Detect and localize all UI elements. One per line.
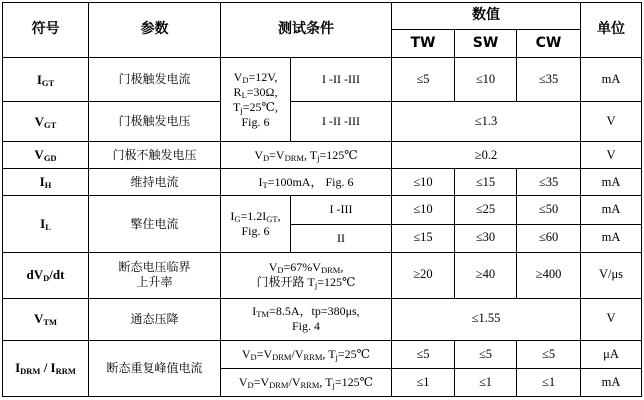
table-row bbox=[3, 340, 642, 368]
table-row bbox=[3, 102, 642, 142]
idrm-125c-tw: ≤1 bbox=[392, 368, 455, 396]
il-q1-unit: mA bbox=[581, 196, 642, 224]
quadrant-il-1: I -III bbox=[291, 196, 392, 224]
condition-idrm-125c: $V_D=V_{DRM}/V_{RRM}$, $T_j=125℃$ bbox=[221, 368, 392, 396]
il-q2-sw: ≤30 bbox=[455, 224, 517, 252]
dvdt-cw: ≥400 bbox=[517, 252, 581, 298]
vgt-unit: V bbox=[581, 102, 642, 142]
table-row bbox=[3, 196, 642, 224]
il-q2-unit: mA bbox=[581, 224, 642, 252]
vtm-unit: V bbox=[581, 298, 642, 340]
param-igt: 门极触发电流 bbox=[89, 58, 221, 102]
vgd-unit: V bbox=[581, 142, 642, 169]
quadrant-vgt: I -II -III bbox=[291, 102, 392, 142]
il-q2-tw: ≤15 bbox=[392, 224, 455, 252]
param-vgt: 门极触发电压 bbox=[89, 102, 221, 142]
idrm-125c-sw: ≤1 bbox=[455, 368, 517, 396]
header-cw: CW bbox=[517, 30, 581, 58]
header-parameter: 参数 bbox=[89, 3, 221, 58]
table-row bbox=[3, 169, 642, 196]
symbol-idrm: $I_{DRM} / I_{RRM}$ bbox=[3, 340, 89, 396]
idrm-25c-sw: ≤5 bbox=[455, 340, 517, 368]
condition-dvdt: $V_D=67\%V_{DRM}$, 门极开路 $T_j=125℃$ bbox=[221, 252, 392, 298]
igt-unit: mA bbox=[581, 58, 642, 102]
idrm-125c-unit: mA bbox=[581, 368, 642, 396]
il-q2-cw: ≤60 bbox=[517, 224, 581, 252]
vtm-value: ≤1.55 bbox=[392, 298, 581, 340]
symbol-dvdt: $dV_D/dt$ bbox=[3, 252, 89, 298]
symbol-igt: $I_{GT}$ bbox=[3, 58, 89, 102]
param-dvdt: 断态电压临界 上升率 bbox=[89, 252, 221, 298]
header-conditions: 测试条件 bbox=[221, 3, 392, 58]
symbol-il: $I_L$ bbox=[3, 196, 89, 252]
header-unit: 单位 bbox=[581, 3, 642, 58]
condition-gt: $V_D=12V$, $R_L=30\Omega$, $T_j=25℃$, Fig. 6 bbox=[221, 58, 291, 142]
idrm-25c-cw: ≤5 bbox=[517, 340, 581, 368]
condition-idrm-25c: $V_D=V_{DRM}/V_{RRM}$, $T_j=25℃$ bbox=[221, 340, 392, 368]
idrm-25c-unit: μA bbox=[581, 340, 642, 368]
symbol-vtm: $V_{TM}$ bbox=[3, 298, 89, 340]
igt-cw: ≤35 bbox=[517, 58, 581, 102]
condition-vtm: $I_{TM}=8.5A$，tp=380μs, Fig. 4 bbox=[221, 298, 392, 340]
table-row bbox=[3, 298, 642, 340]
condition-ih: $I_T=100mA$， Fig. 6 bbox=[221, 169, 392, 196]
igt-sw: ≤10 bbox=[455, 58, 517, 102]
quadrant-il-2: II bbox=[291, 224, 392, 252]
param-ih: 维持电流 bbox=[89, 169, 221, 196]
symbol-ih: $I_H$ bbox=[3, 169, 89, 196]
param-idrm: 断态重复峰值电流 bbox=[89, 340, 221, 396]
table-row bbox=[3, 142, 642, 169]
ih-tw: ≤10 bbox=[392, 169, 455, 196]
table-row bbox=[3, 252, 642, 298]
param-vgd: 门极不触发电压 bbox=[89, 142, 221, 169]
vgt-value: ≤1.3 bbox=[392, 102, 581, 142]
idrm-25c-tw: ≤5 bbox=[392, 340, 455, 368]
il-q1-tw: ≤10 bbox=[392, 196, 455, 224]
idrm-125c-cw: ≤1 bbox=[517, 368, 581, 396]
header-sw: SW bbox=[455, 30, 517, 58]
param-vtm: 通态压降 bbox=[89, 298, 221, 340]
param-il: 擎住电流 bbox=[89, 196, 221, 252]
quadrant-igt: I -II -III bbox=[291, 58, 392, 102]
symbol-vgd: $V_{GD}$ bbox=[3, 142, 89, 169]
ih-unit: mA bbox=[581, 169, 642, 196]
vgd-value: ≥0.2 bbox=[392, 142, 581, 169]
ih-sw: ≤15 bbox=[455, 169, 517, 196]
igt-tw: ≤5 bbox=[392, 58, 455, 102]
condition-il: $I_G=1.2I_{GT}$, Fig. 6 bbox=[221, 196, 291, 252]
table-row bbox=[3, 58, 642, 102]
dvdt-sw: ≥40 bbox=[455, 252, 517, 298]
header-symbol: 符号 bbox=[3, 3, 89, 58]
ih-cw: ≤35 bbox=[517, 169, 581, 196]
dvdt-tw: ≥20 bbox=[392, 252, 455, 298]
il-q1-cw: ≤50 bbox=[517, 196, 581, 224]
header-tw: TW bbox=[392, 30, 455, 58]
condition-vgd: $V_D=V_{DRM}$, $T_j=125℃$ bbox=[221, 142, 392, 169]
spec-table bbox=[2, 2, 642, 397]
symbol-vgt: $V_{GT}$ bbox=[3, 102, 89, 142]
il-q1-sw: ≤25 bbox=[455, 196, 517, 224]
header-values: 数值 bbox=[392, 3, 581, 30]
dvdt-unit: V/μs bbox=[581, 252, 642, 298]
